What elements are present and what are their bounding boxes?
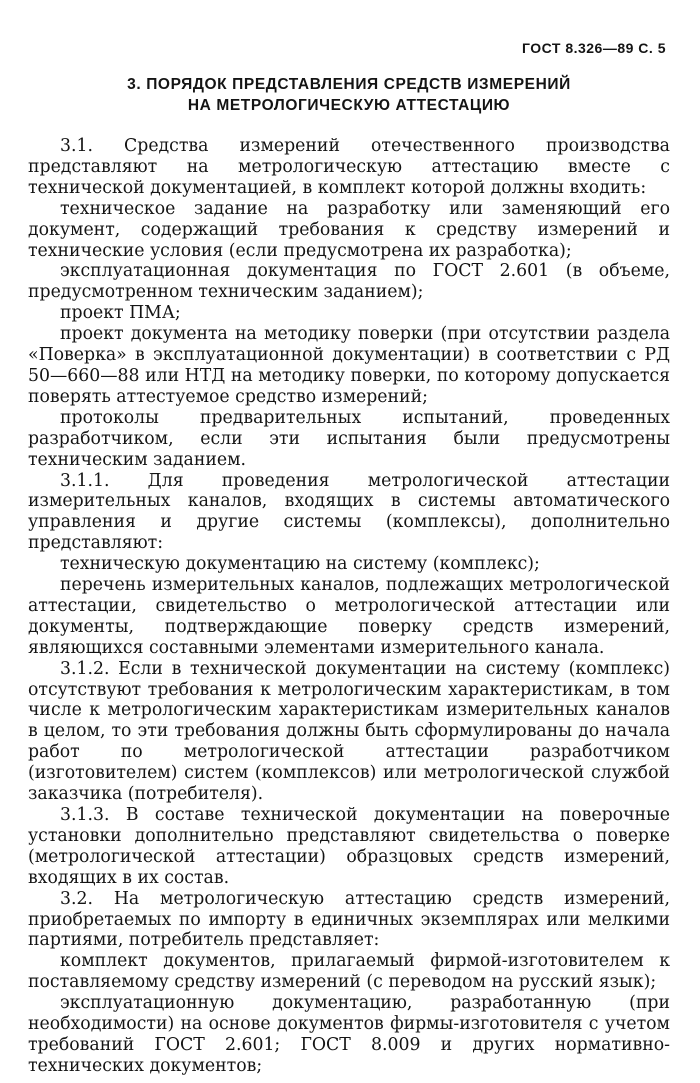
list-item-pma-draft: проект ПМА;: [60, 303, 181, 324]
list-item-operational-docs: эксплуатационная документация по ГОСТ 2.601 (в объеме, предусмотренном техническим заданием);: [28, 261, 670, 303]
section-title-line-1: 3. ПОРЯДОК ПРЕДСТАВЛЕНИЯ СРЕДСТВ ИЗМЕРЕНИЙ: [127, 76, 571, 93]
section-title-line-2: НА МЕТРОЛОГИЧЕСКУЮ АТТЕСТАЦИЮ: [187, 97, 511, 114]
paragraph-3-1-1: 3.1.1. Для проведения метрологической аттестации измерительных каналов, входящих в системы автоматического управления и другие системы (комплексы), дополнительно представляют:: [28, 470, 670, 554]
list-item-technical-assignment: техническое задание на разработку или заменяющий его документ, содержащий требования к средству измерений и технические условия (если предусмотрена их разработка);: [28, 198, 670, 261]
paragraph-3-1-2: 3.1.2. Если в технической документации на систему (комплекс) отсутствуют требования к метрологическим характеристикам, в том числе к метрологическим характеристикам измерительных каналов в целом, то эти требования должны быть сформулированы до начала работ по метрологической аттестации разработчиком (изготовителем) систем (комплексов) или метрологической службой заказчика (потребителя).: [28, 658, 670, 805]
list-item-verification-method: проект документа на методику поверки (при отсутствии раздела «Поверка» в эксплуатационной документации) в соответствии с РД 50—660—88 или НТД на методику поверки, по которому допускается поверять аттестуемое средство измерений;: [28, 324, 670, 407]
list-item-test-protocols: протоколы предварительных испытаний, проведенных разработчиком, если эти испытания были предусмотрены техническим заданием.: [28, 407, 670, 470]
list-item-system-docs: техническую документацию на систему (комплекс);: [60, 554, 540, 575]
paragraph-3-1: 3.1. Средства измерений отечественного производства представляют на метрологическую аттестацию вместе с технической документацией, в комплект которой должны входить:: [28, 136, 670, 198]
section-title: [28, 74, 670, 116]
body-text: [28, 136, 670, 1077]
paragraph-3-1-3: 3.1.3. В составе технической документации на поверочные установки дополнительно представляют свидетельства о поверке (метрологической аттестации) образцовых средств измерений, входящих в их состав.: [28, 805, 670, 888]
list-item-channel-list: перечень измерительных каналов, подлежащих метрологической аттестации, свидетельство о метрологической аттестации или документы, подтверждающие поверку средств измерений, являющихся составными элементами измерительного канала.: [28, 575, 670, 658]
running-header: ГОСТ 8.326—89 С. 5: [521, 40, 666, 56]
list-item-operational-docs-import: эксплуатационную документацию, разработанную (при необходимости) на основе документов фирмы-изготовителя с учетом требований ГОСТ 2.601; ГОСТ 8.009 и других нормативно-технических документов;: [28, 993, 670, 1076]
paragraph-3-2: 3.2. На метрологическую аттестацию средств измерений, приобретаемых по импорту в единичных экземплярах или мелкими партиями, потребитель представляет:: [28, 888, 670, 951]
list-item-manufacturer-docs: комплект документов, прилагаемый фирмой-изготовителем к поставляемому средству измерений (с переводом на русский язык);: [28, 951, 670, 993]
